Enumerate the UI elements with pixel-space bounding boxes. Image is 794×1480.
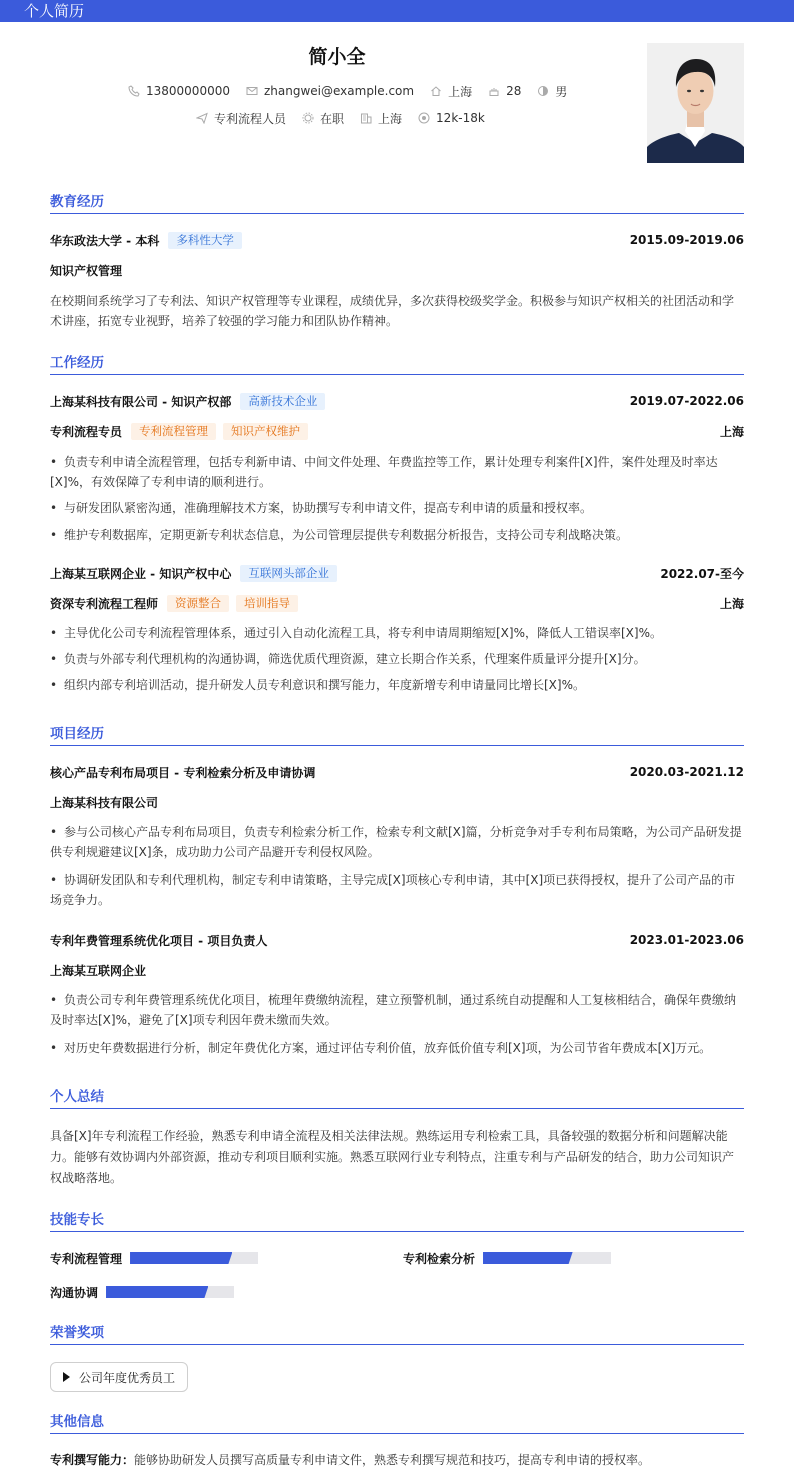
work-entry-header: [50, 392, 744, 410]
bullet-text: 负责与外部专利代理机构的沟通协调，筛选优质代理资源，建立长期合作关系，代理案件质量评分提升[X]分。: [64, 652, 646, 666]
section-title: 荣誉奖项: [50, 1325, 104, 1341]
section-education: [50, 194, 744, 214]
phone-value: 13800000000: [146, 84, 230, 98]
skill-label: 专利流程管理: [50, 1251, 123, 1266]
role-title: 资深专利流程工程师: [50, 596, 159, 611]
skill-bar: [483, 1252, 611, 1264]
bullet-text: 负责专利申请全流程管理，包括专利新申请、中间文件处理、年费监控等工作，累计处理专利案件[X]件，案件处理及时率达[X]%，有效保障了专利申请的顺利进行。: [50, 455, 718, 489]
other-text: 能够协助研发人员撰写高质量专利申请文件，熟悉专利撰写规范和技巧，提高专利申请的授权率。: [134, 1453, 651, 1467]
send-icon: [196, 112, 208, 124]
major-row: [50, 261, 744, 279]
project-bullet: • 参与公司核心产品专利布局项目，负责专利检索分析工作，检索专利文献[X]篇，分析竞争对手专利布局策略，为公司产品研发提供专利规避建议[X]条，成功助力公司产品避开专利侵权风险。: [50, 825, 742, 859]
work-bullet: • 组织内部专利培训活动，提升研发人员专利意识和撰写能力，年度新增专利申请量同比增长[X]%。: [50, 678, 585, 692]
section-title: 技能专长: [50, 1212, 104, 1228]
education-entry: [50, 231, 744, 249]
candidate-name: 简小全: [308, 46, 366, 68]
skill-item: [50, 1284, 234, 1300]
city-value: 上海: [448, 84, 473, 99]
phone-icon: [128, 85, 140, 97]
award-label: 公司年度优秀员工: [79, 1370, 176, 1385]
project-header: [50, 931, 744, 949]
job-intent-row: [196, 109, 501, 127]
skill-item: [403, 1250, 611, 1266]
work-bullet: • 维护专利数据库，定期更新专利状态信息，为公司管理层提供专利数据分析报告，支持公司专利战略决策。: [50, 528, 629, 542]
company-tag: 高新技术企业: [240, 393, 325, 410]
company-name: 上海某互联网企业 - 知识产权中心: [50, 566, 232, 581]
salary-value: 12k-18k: [436, 111, 485, 125]
education-desc: 在校期间系统学习了专利法、知识产权管理等专业课程，成绩优异，多次获得校级奖学金。积极参与知识产权相关的社团活动和学术讲座，拓宽专业视野，培养了较强的学习能力和团队协作精神。: [50, 294, 735, 328]
role-title: 专利流程专员: [50, 424, 123, 439]
section-title: 工作经历: [50, 355, 104, 371]
bullet-text: 协调研发团队和专利代理机构，制定专利申请策略，主导完成[X]项核心专利申请，其中[X]项已获得授权，提升了公司产品的市场竞争力。: [50, 873, 736, 907]
work-role-row: [50, 594, 744, 612]
summary-text: 具备[X]年专利流程工作经验，熟悉专利申请全流程及相关法律法规。熟练运用专利检索工具，具备较强的数据分析和问题解决能力。能够有效协调内外部资源，推动专利项目顺利实施。熟悉互联网行业专利特点，注重专利与产品研发的结合，助力公司知识产权战略落地。: [50, 1129, 735, 1185]
bullet-text: 与研发团队紧密沟通，准确理解技术方案，协助撰写专利申请文件，提高专利申请的质量和授权率。: [64, 501, 593, 515]
section-title: 教育经历: [50, 194, 104, 210]
other-label: 专利撰写能力：: [50, 1453, 135, 1467]
project-bullet: • 对历史年费数据进行分析，制定年费优化方案，通过评估专利价值，放弃低价值专利[X]项，为公司节省年费成本[X]万元。: [50, 1041, 712, 1055]
status-item: [302, 110, 344, 127]
salary-item: [418, 111, 485, 125]
section-summary: [50, 1089, 744, 1109]
project-org: 上海某科技有限公司: [50, 795, 159, 810]
project-bullet: • 负责公司专利年费管理系统优化项目，梳理年费缴纳流程，建立预警机制，通过系统自动提醒和人工复核相结合，确保年费缴纳及时率达[X]%，避免了[X]项专利因年费未缴而失效。: [50, 993, 737, 1027]
work-bullet: • 主导优化公司专利流程管理体系，通过引入自动化流程工具，将专利申请周期缩短[X]%，降低人工错误率[X]%。: [50, 626, 662, 640]
skill-bar-fill: [483, 1252, 573, 1264]
section-work: [50, 355, 744, 375]
work-bullet: • 负责与外部专利代理机构的沟通协调，筛选优质代理资源，建立长期合作关系，代理案件质量评分提升[X]分。: [50, 652, 646, 666]
section-skills: [50, 1212, 744, 1232]
bullet-text: 负责公司专利年费管理系统优化项目，梳理年费缴纳流程，建立预警机制，通过系统自动提醒和人工复核相结合，确保年费缴纳及时率达[X]%，避免了[X]项专利因年费未缴而失效。: [50, 993, 737, 1027]
work-role-row: [50, 422, 744, 440]
skill-tag: 培训指导: [236, 595, 298, 612]
education-date: 2015.09-2019.06: [629, 233, 744, 247]
company-tag: 互联网头部企业: [240, 565, 337, 582]
skill-bar: [106, 1286, 234, 1298]
project-date: 2020.03-2021.12: [629, 765, 744, 779]
age-value: 28: [506, 84, 522, 98]
section-title: 个人总结: [50, 1089, 104, 1105]
target-city-value: 上海: [378, 111, 403, 126]
section-title: 项目经历: [50, 726, 104, 742]
skill-bar: [130, 1252, 258, 1264]
skill-tag: 专利流程管理: [131, 423, 216, 440]
email-item: [246, 84, 414, 98]
contact-row: [128, 82, 583, 100]
bullet-text: 参与公司核心产品专利布局项目，负责专利检索分析工作，检索专利文献[X]篇，分析竞争对手专利布局策略，为公司产品研发提供专利规避建议[X]条，成功助力公司产品避开专利侵权风险。: [50, 825, 742, 859]
city-item: [430, 83, 472, 100]
profile-photo: [647, 43, 744, 163]
project-title: 核心产品专利布局项目 - 专利检索分析及申请协调: [50, 765, 316, 780]
skill-tag: 知识产权维护: [223, 423, 308, 440]
age-item: [488, 84, 521, 98]
email-value: zhangwei@example.com: [263, 84, 415, 98]
position-item: [196, 110, 286, 127]
project-header: [50, 763, 744, 781]
project-title: 专利年费管理系统优化项目 - 项目负责人: [50, 933, 268, 948]
award-item[interactable]: [50, 1362, 188, 1392]
school-name: 华东政法大学 - 本科: [50, 233, 160, 248]
skill-bar-fill: [130, 1252, 232, 1264]
section-title: 其他信息: [50, 1414, 104, 1430]
bullet-text: 对历史年费数据进行分析，制定年费优化方案，通过评估专利价值，放弃低价值专利[X]项，为公司节省年费成本[X]万元。: [64, 1041, 712, 1055]
project-org: 上海某互联网企业: [50, 963, 147, 978]
project-date: 2023.01-2023.06: [629, 933, 744, 947]
gender-item: [537, 83, 567, 100]
page-title: 个人简历: [24, 2, 85, 20]
school-tag: 多科性大学: [168, 232, 242, 249]
other-info: [50, 1451, 744, 1469]
position-value: 专利流程人员: [214, 111, 287, 126]
top-bar: [0, 0, 794, 22]
work-location: 上海: [719, 424, 744, 439]
target-city-item: [360, 110, 402, 127]
section-other: [50, 1414, 744, 1434]
skill-tag: 资源整合: [167, 595, 229, 612]
status-value: 在职: [320, 111, 345, 126]
company-name: 上海某科技有限公司 - 知识产权部: [50, 394, 232, 409]
project-org-row: [50, 961, 744, 979]
mail-icon: [246, 85, 258, 97]
skill-bar-fill: [106, 1286, 208, 1298]
bullet-text: 主导优化公司专利流程管理体系，通过引入自动化流程工具，将专利申请周期缩短[X]%，降低人工错误率[X]%。: [64, 626, 662, 640]
section-projects: [50, 726, 744, 746]
work-location: 上海: [719, 596, 744, 611]
salary-icon: [418, 112, 430, 124]
section-awards: [50, 1325, 744, 1345]
home-icon: [430, 85, 442, 97]
major-name: 知识产权管理: [50, 263, 123, 278]
skill-label: 专利检索分析: [403, 1251, 476, 1266]
project-bullet: • 协调研发团队和专利代理机构，制定专利申请策略，主导完成[X]项核心专利申请，其中[X]项已获得授权，提升了公司产品的市场竞争力。: [50, 873, 736, 907]
skill-item: [50, 1250, 258, 1266]
play-icon: [63, 1372, 70, 1382]
building-icon: [360, 112, 372, 124]
work-entry-header: [50, 564, 744, 582]
age-icon: [488, 85, 500, 97]
phone-item: [128, 84, 230, 98]
work-bullet: • 与研发团队紧密沟通，准确理解技术方案，协助撰写专利申请文件，提高专利申请的质量和授权率。: [50, 501, 593, 515]
gender-value: 男: [555, 84, 568, 99]
work-date: 2022.07-至今: [660, 566, 744, 581]
skill-label: 沟通协调: [50, 1285, 99, 1300]
status-icon: [302, 112, 314, 124]
work-bullet: • 负责专利申请全流程管理，包括专利新申请、中间文件处理、年费监控等工作，累计处理专利案件[X]件，案件处理及时率达[X]%，有效保障了专利申请的顺利进行。: [50, 455, 718, 489]
work-date: 2019.07-2022.06: [629, 394, 744, 408]
bullet-text: 维护专利数据库，定期更新专利状态信息，为公司管理层提供专利数据分析报告，支持公司专利战略决策。: [64, 528, 629, 542]
gender-icon: [537, 85, 549, 97]
bullet-text: 组织内部专利培训活动，提升研发人员专利意识和撰写能力，年度新增专利申请量同比增长[X]%。: [64, 678, 585, 692]
project-org-row: [50, 793, 744, 811]
